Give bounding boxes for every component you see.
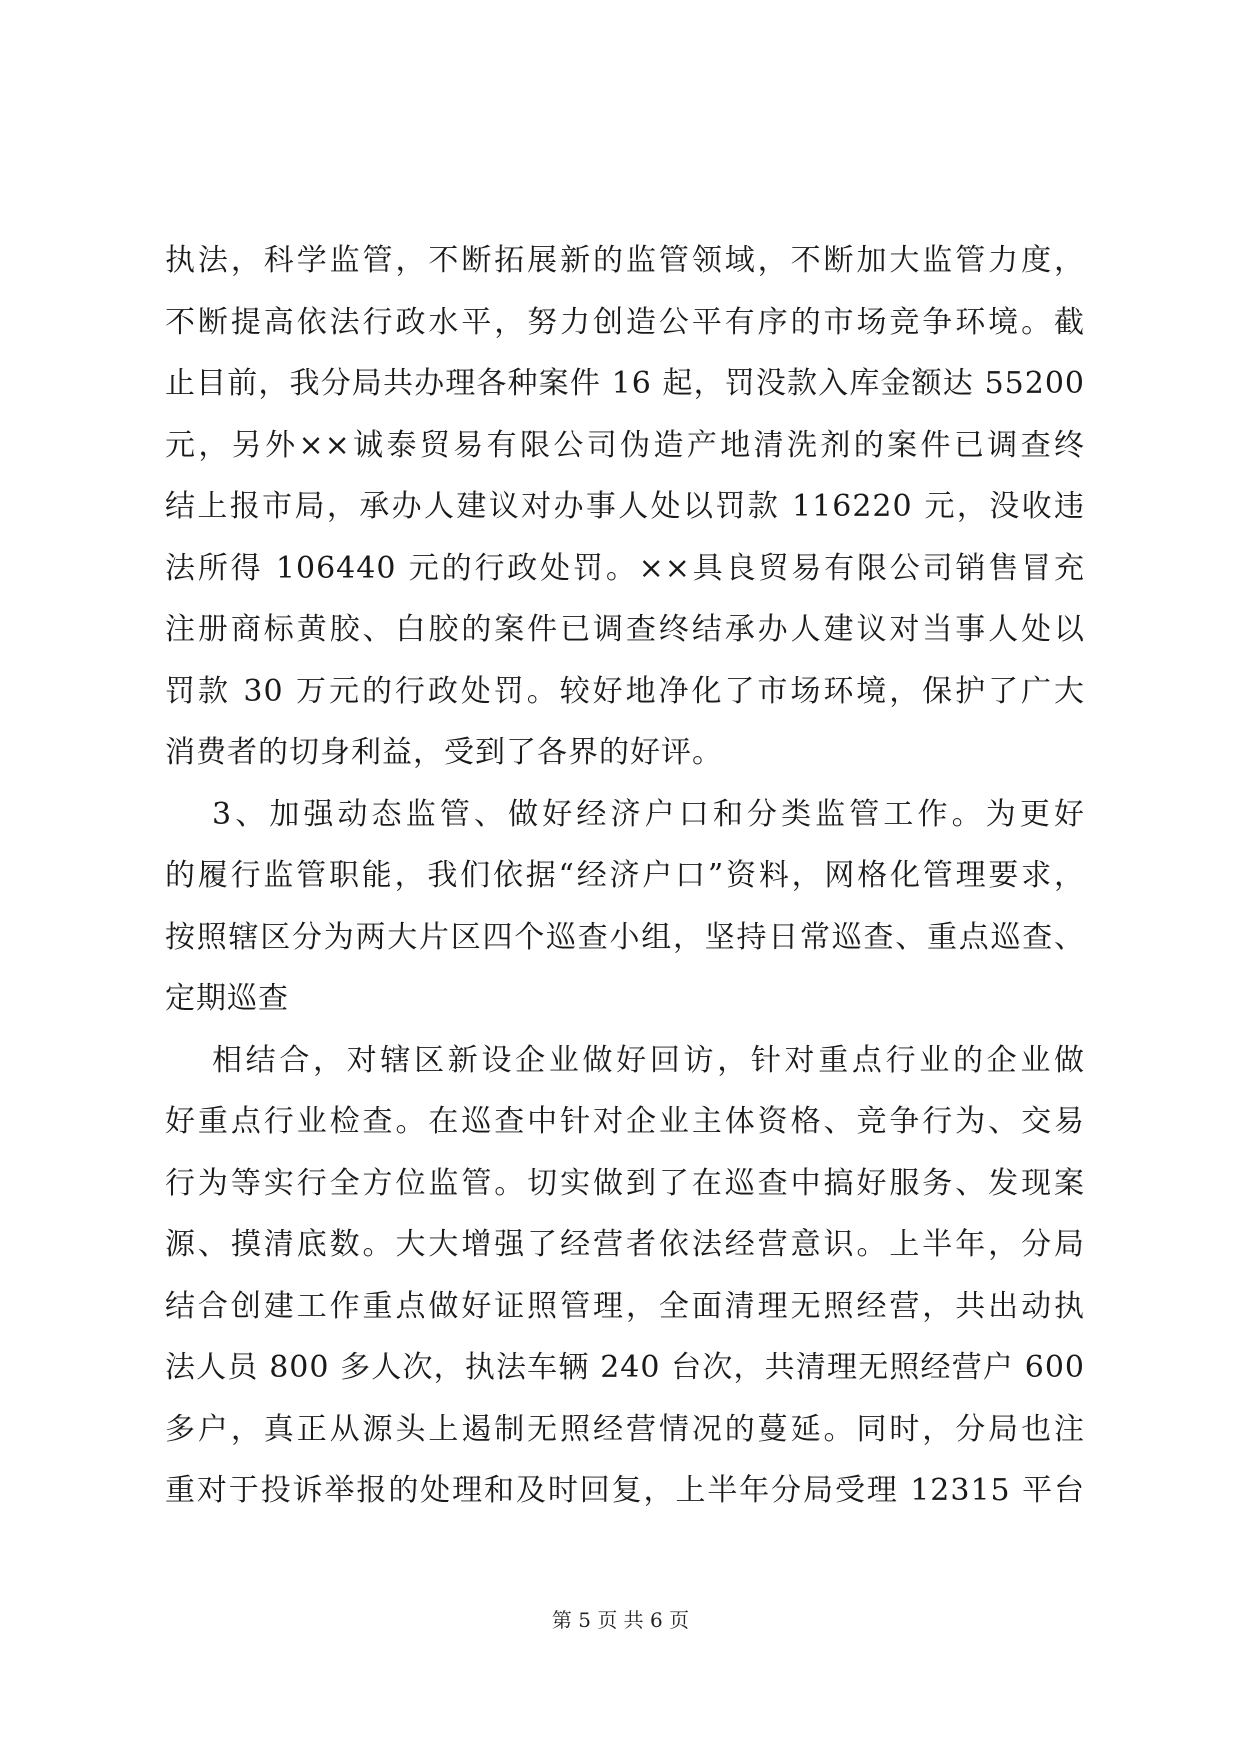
text-line: 3、加强动态监管、做好经济户口和分类监管工作。为更好 [212, 796, 1085, 832]
text-line: 止目前，我分局共办理各种案件 16 起，罚没款入库金额达 55200 [165, 366, 1085, 401]
text-line: 消费者的切身利益，受到了各界的好评。 [165, 735, 723, 770]
text-line: 多户，真正从源头上遏制无照经营情况的蔓延。同时，分局也注 [165, 1411, 1085, 1447]
text-line: 法所得 106440 元的行政处罚。××具良贸易有限公司销售冒充 [165, 550, 1085, 586]
text-line: 源、摸清底数。大大增强了经营者依法经营意识。上半年，分局 [165, 1227, 1085, 1262]
text-line: 的履行监管职能，我们依据“经济户口”资料，网格化管理要求， [165, 858, 1085, 893]
text-line: 定期巡查 [165, 981, 289, 1016]
text-line: 结合创建工作重点做好证照管理，全面清理无照经营，共出动执 [165, 1288, 1085, 1324]
text-line: 重对于投诉举报的处理和及时回复，上半年分局受理 12315 平台 [165, 1473, 1085, 1508]
text-line: 按照辖区分为两大片区四个巡查小组，坚持日常巡查、重点巡查、 [165, 919, 1085, 955]
text-line: 结上报市局，承办人建议对办事人处以罚款 116220 元，没收违 [165, 489, 1085, 524]
text-line: 注册商标黄胶、白胶的案件已调查终结承办人建议对当事人处以 [165, 612, 1085, 647]
text-line: 相结合，对辖区新设企业做好回访，针对重点行业的企业做 [212, 1042, 1085, 1078]
text-line: 好重点行业检查。在巡查中针对企业主体资格、竞争行为、交易 [165, 1104, 1085, 1139]
text-line: 不断提高依法行政水平，努力创造公平有序的市场竞争环境。截 [165, 304, 1085, 340]
text-line: 法人员 800 多人次，执法车辆 240 台次，共清理无照经营户 600 [165, 1350, 1085, 1385]
page-footer [0, 1605, 1241, 1635]
page-number: 第 5 页 共 6 页 [551, 1608, 690, 1632]
text-line: 执法，科学监管，不断拓展新的监管领域，不断加大监管力度， [165, 243, 1085, 278]
text-line: 行为等实行全方位监管。切实做到了在巡查中搞好服务、发现案 [165, 1165, 1085, 1201]
text-line: 罚款 30 万元的行政处罚。较好地净化了市场环境，保护了广大 [165, 673, 1085, 709]
body-text [165, 230, 1085, 1522]
text-line: 元，另外××诚泰贸易有限公司伪造产地清洗剂的案件已调查终 [165, 427, 1085, 463]
